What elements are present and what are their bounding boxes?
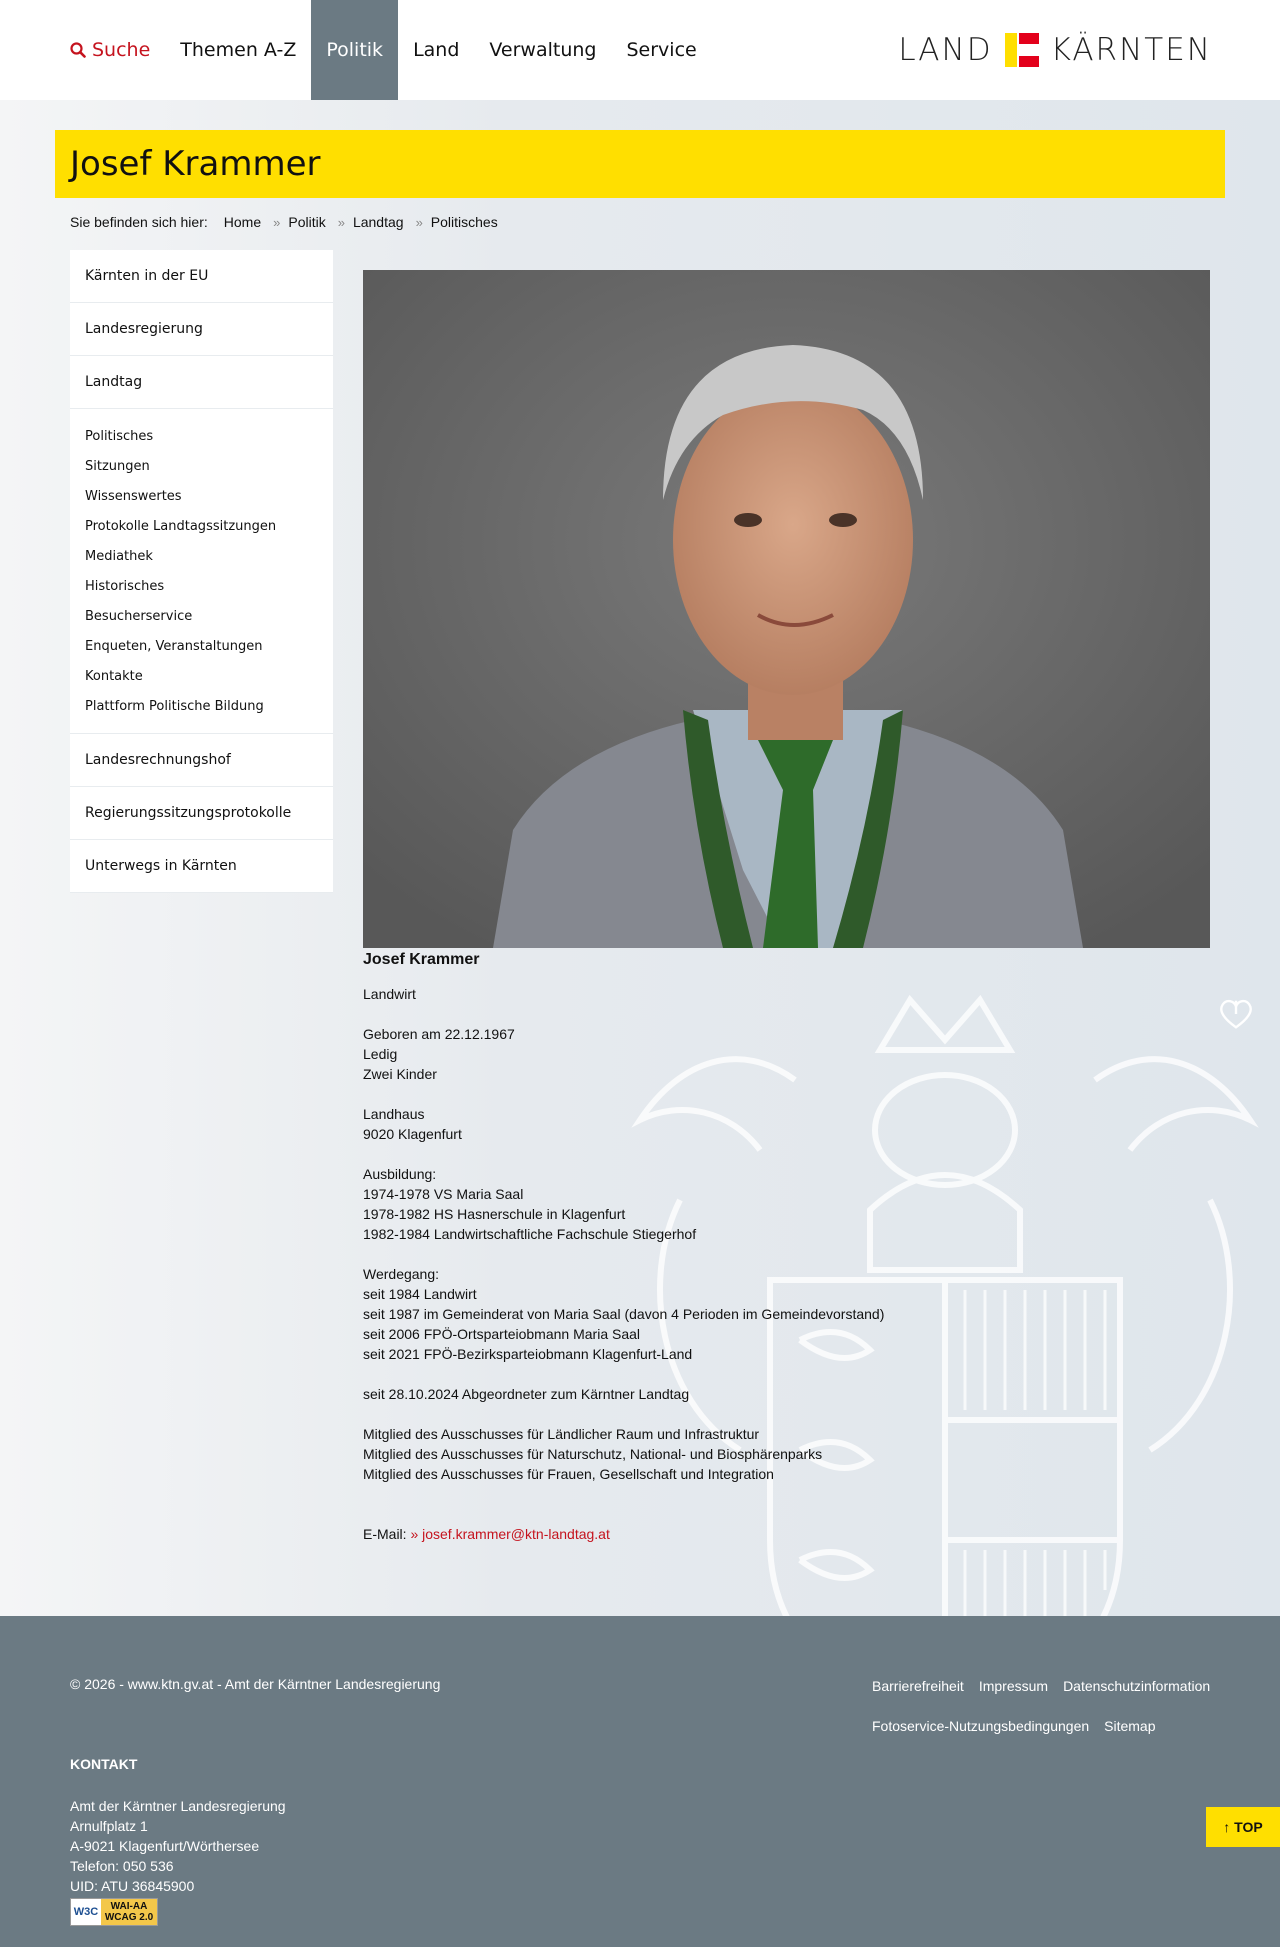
sidebar-item-unterwegs[interactable]: Unterwegs in Kärnten [70,840,333,893]
sidebar-item-landesregierung[interactable]: Landesregierung [70,303,333,356]
sidebar-item-regierungssitzungsprotokolle[interactable]: Regierungssitzungsprotokolle [70,787,333,840]
breadcrumb-home[interactable]: Home [223,214,262,230]
wcag-badge[interactable] [70,1898,158,1926]
profile-info [363,950,1210,1544]
site-header [0,0,1280,100]
nav-themen[interactable]: Themen A-Z [180,39,297,61]
sidebar-item-landesrechnungshof[interactable]: Landesrechnungshof [70,734,333,787]
nav-land[interactable]: Land [413,39,460,61]
wcag-line1: WAI-AA [110,1901,148,1912]
portrait-photo [363,270,1210,948]
profile-address-line2: 9020 Klagenfurt [363,1126,462,1142]
sidebar-sub-wissenswertes[interactable]: Wissenswertes [85,488,182,504]
nav-verwaltung[interactable]: Verwaltung [489,39,597,61]
profile-mandate: seit 28.10.2024 Abgeordneter zum Kärntner Landtag [363,1386,690,1402]
logo-text-left: LAND [898,32,993,68]
footer-link-barrierefreiheit[interactable]: Barrierefreiheit [872,1678,964,1694]
nav-service[interactable]: Service [626,39,697,61]
breadcrumb-politisches[interactable]: Politisches [430,214,498,230]
footer-link-impressum[interactable]: Impressum [978,1678,1049,1694]
career-item: seit 1987 im Gemeinderat von Maria Saal (davon 4 Perioden im Gemeindevorstand) [363,1306,885,1322]
back-to-top-button[interactable]: ↑ TOP [1206,1807,1280,1847]
kontakt-line: Amt der Kärntner Landesregierung [70,1798,286,1814]
sidebar-sub-politisches[interactable]: Politisches [85,428,154,444]
profile-occupation: Landwirt [363,986,416,1002]
career-item: seit 2006 FPÖ-Ortsparteiobmann Maria Saal [363,1326,641,1342]
logo-text-right: KÄRNTEN [1050,32,1212,68]
content [70,250,1210,1544]
education-title: Ausbildung: [363,1166,437,1182]
footer-link-datenschutz[interactable]: Datenschutzinformation [1063,1678,1211,1694]
nav-search-label: Suche [92,39,151,61]
sidebar-sub-historisches[interactable]: Historisches [85,578,165,594]
career-item: seit 2021 FPÖ-Bezirksparteiobmann Klagenfurt-Land [363,1346,693,1362]
profile-address-line1: Landhaus [363,1106,425,1122]
sidebar-item-landtag[interactable]: Landtag [70,356,333,409]
breadcrumb-label: Sie befinden sich hier: [70,214,208,230]
career-item: seit 1984 Landwirt [363,1286,477,1302]
logo-flag-icon [1005,33,1039,67]
profile-status: Ledig [363,1046,398,1062]
wcag-line2: WCAG 2.0 [104,1912,154,1923]
committee-item: Mitglied des Ausschusses für Ländlicher Raum und Infrastruktur [363,1426,760,1442]
footer-kontakt [70,1796,286,1926]
education-item: 1974-1978 VS Maria Saal [363,1186,524,1202]
footer-links [872,1676,1212,1736]
search-icon [70,42,86,58]
nav-search[interactable] [55,0,165,100]
kontakt-line: Telefon: 050 536 [70,1858,174,1874]
footer-kontakt-title: KONTAKT [70,1756,138,1772]
breadcrumb-politik[interactable]: Politik [288,214,326,230]
sidebar-nav [70,250,333,1544]
footer-link-sitemap[interactable]: Sitemap [1104,1718,1156,1734]
committee-item: Mitglied des Ausschusses für Naturschutz, National- und Biosphärenparks [363,1446,823,1462]
chevron-right-icon: » [337,214,345,230]
footer-link-fotoservice[interactable]: Fotoservice-Nutzungsbedingungen [872,1718,1090,1734]
profile-name: Josef Krammer [363,951,480,968]
footer-copyright: © 2026 - www.ktn.gv.at - Amt der Kärntner Landesregierung [70,1676,441,1692]
profile-detail [363,250,1210,1544]
profile-children: Zwei Kinder [363,1066,437,1082]
sidebar-sub-kontakte[interactable]: Kontakte [85,668,143,684]
chevron-right-icon: » [273,214,281,230]
sidebar-sub-besucherservice[interactable]: Besucherservice [85,608,193,624]
profile-born: Geboren am 22.12.1967 [363,1026,515,1042]
sidebar-sub-protokolle[interactable]: Protokolle Landtagssitzungen [85,518,277,534]
education-item: 1978-1982 HS Hasnerschule in Klagenfurt [363,1206,626,1222]
sidebar-submenu [70,409,333,734]
sidebar-sub-plattform[interactable]: Plattform Politische Bildung [85,698,264,714]
sidebar-sub-sitzungen[interactable]: Sitzungen [85,458,150,474]
main-nav [0,0,712,100]
kontakt-line: Arnulfplatz 1 [70,1818,148,1834]
kontakt-line: UID: ATU 36845900 [70,1878,195,1894]
education-item: 1982-1984 Landwirtschaftliche Fachschule Stiegerhof [363,1226,697,1242]
email-row [363,1524,1210,1544]
career-title: Werdegang: [363,1266,440,1282]
w3c-logo: W3C [71,1899,101,1925]
committee-item: Mitglied des Ausschusses für Frauen, Gesellschaft und Integration [363,1466,774,1482]
site-footer [0,1616,1280,1947]
page-title: Josef Krammer [55,130,1225,198]
main-area [0,100,1280,1616]
email-link[interactable]: » josef.krammer@ktn-landtag.at [410,1526,610,1542]
site-logo[interactable] [898,32,1212,68]
email-label: E-Mail: [363,1526,407,1542]
kontakt-line: A-9021 Klagenfurt/Wörthersee [70,1838,260,1854]
breadcrumb-landtag[interactable]: Landtag [352,214,404,230]
heart-icon[interactable] [1217,995,1255,1033]
sidebar-sub-mediathek[interactable]: Mediathek [85,548,153,564]
breadcrumb [70,214,1210,230]
wcag-label [101,1899,157,1925]
sidebar-sub-enqueten[interactable]: Enqueten, Veranstaltungen [85,638,263,654]
sidebar-item-eu[interactable]: Kärnten in der EU [70,250,333,303]
nav-politik[interactable]: Politik [311,0,398,100]
chevron-right-icon: » [415,214,423,230]
